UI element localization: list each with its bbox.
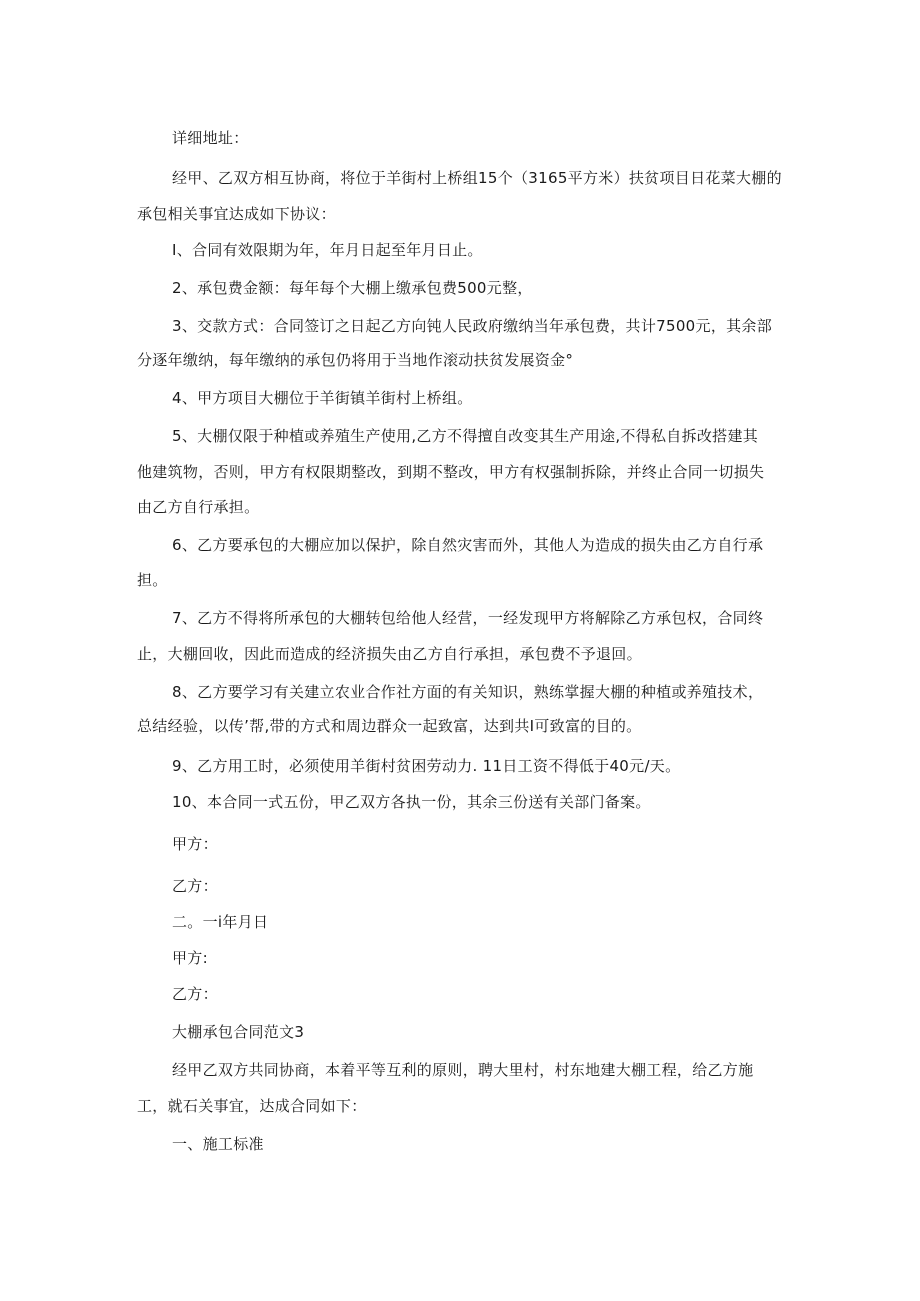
section-3-title: 大棚承包合同范文3 <box>172 1023 305 1041</box>
clause-8-line-2: 总结经验，以传’帮,带的方式和周边群众一起致富，达到共I可致富的目的。 <box>137 717 642 735</box>
party-a-label-1: 甲方： <box>172 835 218 853</box>
clause-5-line-3: 由乙方自行承担。 <box>137 498 260 516</box>
section-3-intro-line-1: 经甲乙双方共同协商，本着平等互利的原则，聘大里村，村东地建大棚工程，给乙方施 <box>172 1061 754 1079</box>
section-3-heading-1: 一、施工标准 <box>172 1135 264 1153</box>
date-line: 二。一i年月日 <box>172 913 269 931</box>
clause-2: 2、承包费金额：每年每个大棚上缴承包费500元整， <box>172 279 533 297</box>
clause-6-line-2: 担。 <box>137 571 168 589</box>
party-a-label-2: 甲方: <box>172 949 208 967</box>
section-3-intro-line-2: 工，就石关事宜，达成合同如下： <box>137 1097 367 1115</box>
party-b-label-2: 乙方： <box>172 985 218 1003</box>
clause-10: 10、本合同一式五份，甲乙双方各执一份，其余三份送有关部门备案。 <box>172 793 651 811</box>
clause-3-line-1: 3、交款方式：合同签订之日起乙方向钝人民政府缴纳当年承包费，共计7500元，其余部 <box>172 317 773 335</box>
clause-6-line-1: 6、乙方要承包的大棚应加以保护，除自然灾害而外，其他人为造成的损失由乙方自行承 <box>172 536 764 554</box>
party-b-label-1: 乙方： <box>172 877 218 895</box>
clause-7-line-2: 止，大棚回收，因此而造成的经济损失由乙方自行承担，承包费不予退回。 <box>137 645 642 663</box>
intro-line-2: 承包相关事宜达成如下协议： <box>137 205 336 223</box>
clause-7-line-1: 7、乙方不得将所承包的大棚转包给他人经营，一经发现甲方将解除乙方承包权，合同终 <box>172 609 764 627</box>
clause-4: 4、甲方项目大棚位于羊街镇羊街村上桥组。 <box>172 389 473 407</box>
clause-8-line-1: 8、乙方要学习有关建立农业合作社方面的有关知识，熟练掌握大棚的种植或养殖技术， <box>172 683 764 701</box>
clause-5-line-2: 他建筑物，否则，甲方有权限期整改，到期不整改，甲方有权强制拆除，并终止合同一切损失 <box>137 463 765 481</box>
clause-3-line-2: 分逐年缴纳，每年缴纳的承包仍将用于当地作滚动扶贫发展资金° <box>137 351 574 369</box>
clause-5-line-1: 5、大棚仅限于种植或养殖生产使用,乙方不得擅自改变其生产用途,不得私自拆改搭建其 <box>172 427 759 445</box>
clause-9: 9、乙方用工时，必须使用羊街村贫困劳动力. 11日工资不得低于40元/天。 <box>172 757 681 775</box>
address-label: 详细地址： <box>172 129 249 147</box>
intro-line-1: 经甲、乙双方相互协商，将位于羊街村上桥组15个（3165平方米）扶贫项目日花菜大棚的 <box>172 169 782 187</box>
clause-1: I、合同有效限期为年，年月日起至年月日止。 <box>172 241 483 259</box>
